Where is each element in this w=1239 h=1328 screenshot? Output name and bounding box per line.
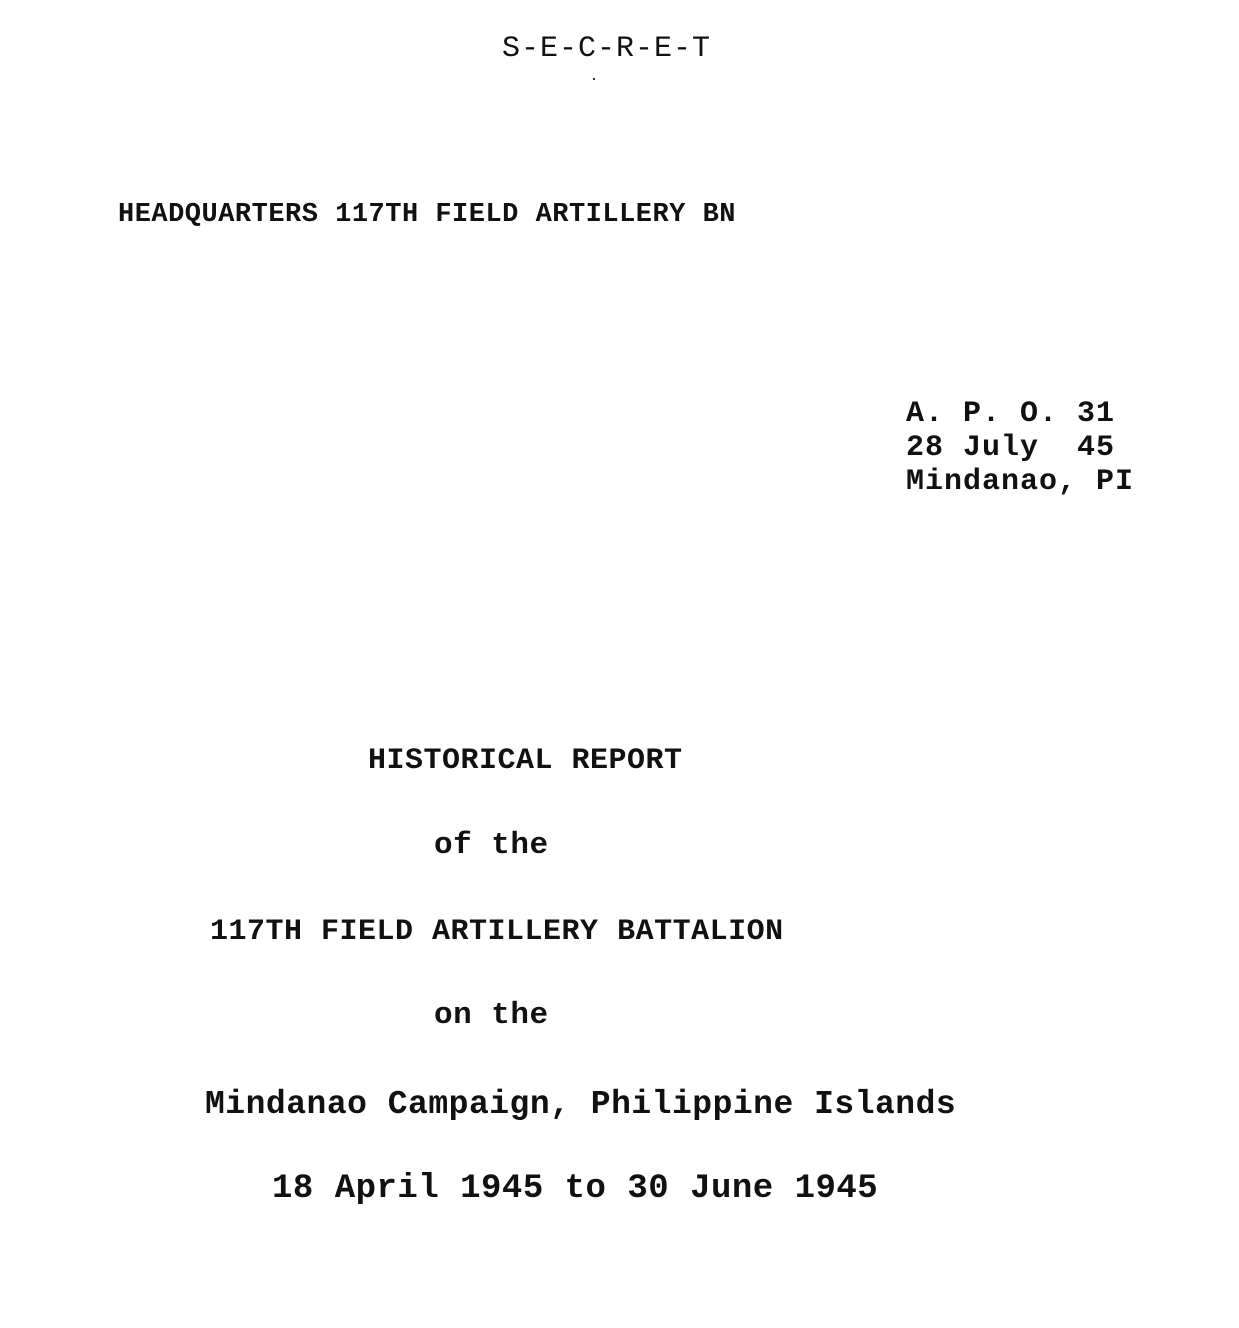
title-line-historical-report: HISTORICAL REPORT [368,744,683,778]
headquarters-heading: HEADQUARTERS 117TH FIELD ARTILLERY BN [118,200,736,230]
report-location: Mindanao, PI [906,465,1135,499]
title-line-battalion: 117TH FIELD ARTILLERY BATTALION [210,915,784,949]
title-line-date-range: 18 April 1945 to 30 June 1945 [272,1170,879,1208]
apo-number: A. P. O. 31 [906,397,1116,431]
ink-speck [593,78,595,80]
title-line-on-the: on the [434,998,549,1033]
title-line-of-the: of the [434,828,549,863]
classification-marking: S-E-C-R-E-T [502,32,712,66]
report-date: 28 July 45 [906,431,1116,465]
title-line-campaign: Mindanao Campaign, Philippine Islands [205,1086,957,1123]
apo-address-block [906,397,1134,499]
